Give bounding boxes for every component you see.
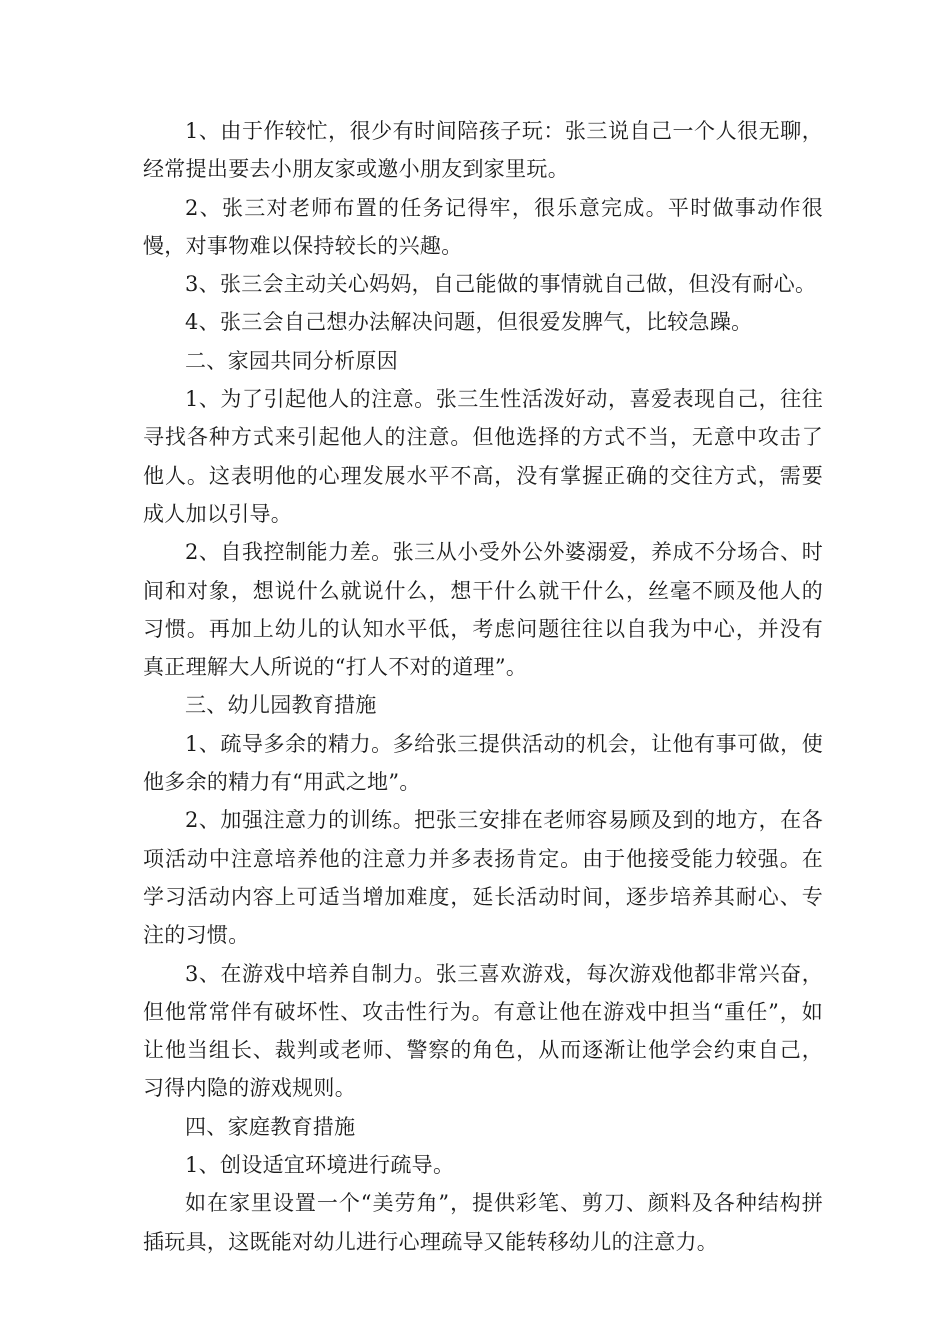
paragraph-cause-1: 1、为了引起他人的注意。张三生性活泼好动，喜爱表现自己，往往寻找各种方式来引起他人的注意。但他选择的方式不当，无意中攻击了他人。这表明他的心理发展水平不高，没有掌握正确的交往方式，需要成人加以引导。 [143, 387, 823, 526]
paragraph-home-status-2: 2、张三对老师布置的任务记得牢，很乐意完成。平时做事动作很慢，对事物难以保持较长的兴趣。 [143, 195, 823, 258]
section-heading-cause-analysis: 二、家园共同分析原因 [185, 348, 398, 373]
paragraph-kindergarten-measure-2: 2、加强注意力的训练。把张三安排在老师容易顾及到的地方，在各项活动中注意培养他的注意力并多表扬肯定。由于他接受能力较强。在学习活动内容上可适当增加难度，延长活动时间，逐步培养其耐心、专注的习惯。 [143, 808, 823, 948]
paragraph-family-measure-1-detail: 如在家里设置一个“美劳角”，提供彩笔、剪刀、颜料及各种结构拼插玩具，这既能对幼儿进行心理疏导又能转移幼儿的注意力。 [143, 1191, 823, 1254]
section-heading-kindergarten-measures: 三、幼儿园教育措施 [185, 693, 377, 718]
paragraph-cause-2: 2、自我控制能力差。张三从小受外公外婆溺爱，养成不分场合、时间和对象，想说什么就说什么，想干什么就干什么，丝毫不顾及他人的习惯。再加上幼儿的认知水平低，考虑问题往往以自我为中心，并没有真正理解大人所说的“打人不对的道理”。 [143, 540, 823, 680]
paragraph-home-status-4: 4、张三会自己想办法解决问题，但很爱发脾气，比较急躁。 [185, 310, 753, 335]
paragraph-home-status-3: 3、张三会主动关心妈妈，自己能做的事情就自己做，但没有耐心。 [185, 272, 817, 297]
document-body [143, 112, 823, 1261]
paragraph-family-measure-1: 1、创设适宜环境进行疏导。 [185, 1153, 455, 1178]
paragraph-home-status-1: 1、由于作较忙，很少有时间陪孩子玩：张三说自己一个人很无聊，经常提出要去小朋友家或邀小朋友到家里玩。 [143, 119, 823, 182]
paragraph-kindergarten-measure-1: 1、疏导多余的精力。多给张三提供活动的机会，让他有事可做，使他多余的精力有“用武之地”。 [143, 731, 823, 795]
section-heading-family-measures: 四、家庭教育措施 [185, 1114, 356, 1139]
paragraph-kindergarten-measure-3: 3、在游戏中培养自制力。张三喜欢游戏，每次游戏他都非常兴奋，但他常常伴有破坏性、攻击性行为。有意让他在游戏中担当“重任”，如让他当组长、裁判或老师、警察的角色，从而逐渐让他学会约束自己，习得内隐的游戏规则。 [143, 961, 823, 1101]
